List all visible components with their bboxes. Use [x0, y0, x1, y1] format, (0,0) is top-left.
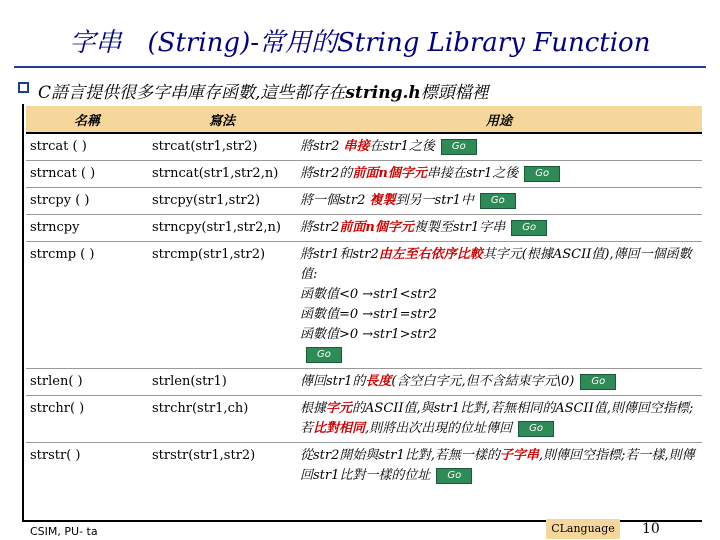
function-syntax-cell: strstr(str1,str2) [148, 443, 296, 490]
table-header-row [26, 106, 702, 133]
function-table [26, 106, 702, 489]
footer-course-badge: CLanguage [546, 519, 620, 539]
page-title: 字串 (String)-常用的String Library Function [69, 28, 651, 58]
function-syntax-cell: strncpy(str1,str2,n) [148, 215, 296, 242]
function-syntax-cell: strcat(str1,str2) [148, 133, 296, 161]
purpose-text: (含空白字元,但不含結束字元\0) [391, 374, 575, 389]
function-syntax-cell: strcpy(str1,str2) [148, 188, 296, 215]
table-row [26, 443, 702, 490]
function-purpose-cell [296, 188, 702, 215]
purpose-text: 將一個str2 [300, 193, 370, 208]
table-row [26, 188, 702, 215]
purpose-emphasis: 複製 [369, 193, 396, 208]
go-button[interactable]: Go [511, 220, 547, 236]
purpose-emphasis: 前面n個字元 [352, 166, 427, 181]
intro-header-name: string.h [345, 83, 421, 103]
purpose-text: ,則傳回空指標;若一樣,則傳回str1比對一樣的位址 [300, 448, 695, 483]
col-header-purpose: 用途 [296, 106, 702, 133]
function-purpose-cell [296, 396, 702, 443]
go-button[interactable]: Go [518, 421, 554, 437]
bullet-square-icon [18, 82, 29, 93]
purpose-emphasis: 字元 [326, 401, 353, 416]
purpose-emphasis: 子字串 [499, 448, 539, 463]
table-row [26, 369, 702, 396]
col-header-name: 名稱 [26, 106, 148, 133]
comparison-result-line: 函數值>0 →str1>str2 [300, 327, 437, 342]
purpose-text: 傳回str1的 [300, 374, 366, 389]
col-header-syntax: 寫法 [148, 106, 296, 133]
function-purpose-cell [296, 215, 702, 242]
function-purpose-cell [296, 443, 702, 490]
table-row [26, 396, 702, 443]
go-button[interactable]: Go [306, 347, 342, 363]
function-name-cell: strcpy ( ) [26, 188, 148, 215]
purpose-emphasis: 由左至右依序比較 [378, 247, 483, 262]
function-name-cell: strncat ( ) [26, 161, 148, 188]
go-button[interactable]: Go [524, 166, 560, 182]
function-name-cell: strstr( ) [26, 443, 148, 490]
purpose-text: ,則將出次出現的位址傳回 [365, 421, 513, 436]
go-button[interactable]: Go [441, 139, 477, 155]
purpose-text: 複製至str1字串 [413, 220, 506, 235]
table-left-border [22, 104, 24, 520]
table-row [26, 161, 702, 188]
intro-pre: C語言提供很多字串庫存函數,這些都存在 [38, 83, 346, 103]
purpose-text: 將str2 [300, 139, 344, 154]
title-divider [14, 66, 706, 68]
go-button[interactable]: Go [436, 468, 472, 484]
purpose-text: 到另一str1中 [395, 193, 474, 208]
function-name-cell: strncpy [26, 215, 148, 242]
table-row [26, 242, 702, 369]
function-name-cell: strchr( ) [26, 396, 148, 443]
footer-author: CSIM, PU- ta [30, 525, 98, 538]
purpose-text: 其字元(根據ASCII值),傳回一個函數值: [300, 247, 692, 282]
purpose-text: 的ASCII值,與str1比對,若無相同的ASCII值,則傳回空指標;若 [300, 401, 694, 436]
function-purpose-cell [296, 133, 702, 161]
purpose-text: 在str1之後 [369, 139, 435, 154]
go-button[interactable]: Go [580, 374, 616, 390]
purpose-emphasis: 前面n個字元 [339, 220, 414, 235]
function-purpose-cell [296, 369, 702, 396]
page-number: 10 [642, 521, 660, 537]
function-purpose-cell [296, 161, 702, 188]
intro-text [38, 78, 489, 103]
purpose-text: 串接在str1之後 [426, 166, 519, 181]
purpose-emphasis: 長度 [365, 374, 392, 389]
purpose-emphasis: 比對相同 [313, 421, 366, 436]
function-name-cell: strcat ( ) [26, 133, 148, 161]
function-syntax-cell: strcmp(str1,str2) [148, 242, 296, 369]
purpose-text: 將str1和str2 [300, 247, 379, 262]
function-syntax-cell: strlen(str1) [148, 369, 296, 396]
purpose-text: 將str2的 [300, 166, 353, 181]
go-button[interactable]: Go [480, 193, 516, 209]
purpose-text: 從str2開始與str1比對,若無一樣的 [300, 448, 500, 463]
intro-post: 標頭檔裡 [420, 83, 489, 103]
purpose-text: 將str2 [300, 220, 340, 235]
function-syntax-cell: strchr(str1,ch) [148, 396, 296, 443]
table-row [26, 133, 702, 161]
table-row [26, 215, 702, 242]
function-purpose-cell [296, 242, 702, 369]
function-name-cell: strcmp ( ) [26, 242, 148, 369]
comparison-result-line: 函數值<0 →str1<str2 [300, 287, 437, 302]
comparison-result-line: 函數值=0 →str1=str2 [300, 307, 437, 322]
purpose-text: 根據 [300, 401, 327, 416]
function-name-cell: strlen( ) [26, 369, 148, 396]
purpose-emphasis: 串接 [343, 139, 370, 154]
function-syntax-cell: strncat(str1,str2,n) [148, 161, 296, 188]
